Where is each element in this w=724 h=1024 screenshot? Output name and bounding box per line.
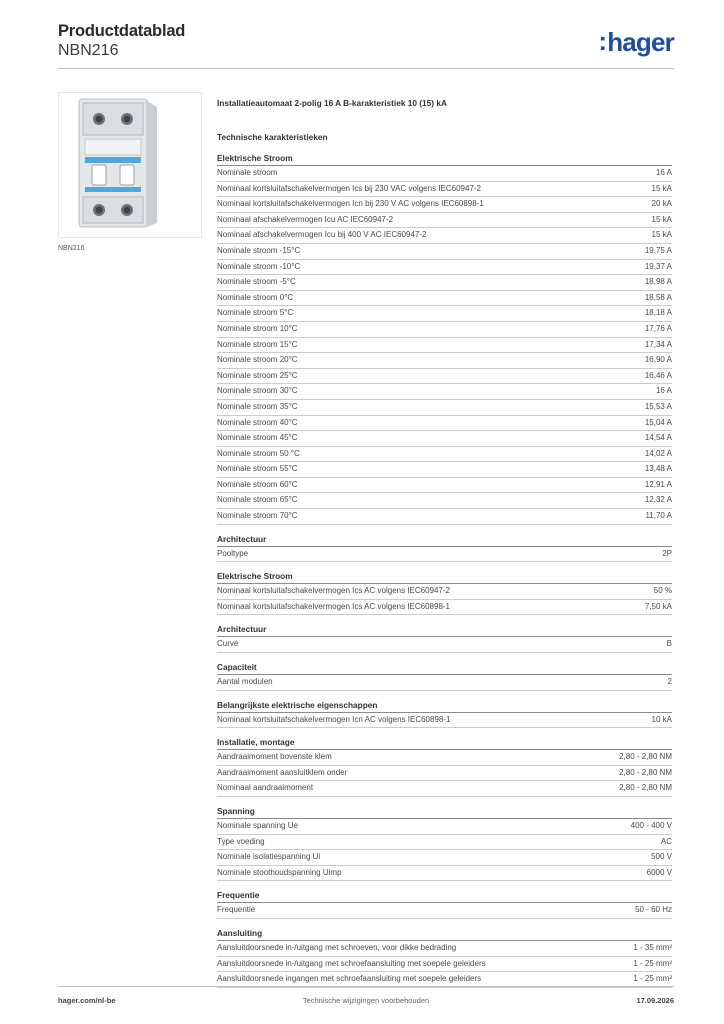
spec-value: 15 kA: [651, 230, 672, 240]
spec-label: Nominale stroom 10°C: [217, 323, 298, 333]
document-title: Productdatablad: [58, 22, 186, 40]
spec-section: [217, 699, 672, 729]
spec-value: 2,80 - 2,80 NM: [619, 752, 672, 762]
spec-label: Nominale stroom 5°C: [217, 308, 294, 318]
spec-value: 20 kA: [651, 199, 672, 209]
spec-label: Nominale stoothoudspanning Uimp: [217, 867, 342, 877]
spec-section: [217, 533, 672, 563]
spec-value: 12,32 A: [644, 495, 672, 505]
section-title: Spanning: [217, 805, 672, 819]
spec-value: 50 %: [653, 586, 672, 596]
spec-value: 16,46 A: [644, 370, 672, 380]
spec-label: Type voeding: [217, 836, 265, 846]
spec-label: Nominaal afschakelvermogen Icu bij 400 V AC IEC60947-2: [217, 230, 427, 240]
spec-row: [217, 819, 672, 835]
spec-label: Aandraaimoment bovenste klem: [217, 752, 332, 762]
spec-row: [217, 306, 672, 322]
footer-divider: [58, 986, 674, 987]
spec-value: 19,37 A: [644, 261, 672, 271]
spec-row: [217, 584, 672, 600]
spec-value: 2P: [662, 548, 672, 558]
spec-value: 13,48 A: [644, 464, 672, 474]
spec-label: Nominale stroom 20°C: [217, 355, 298, 365]
spec-label: Nominale stroom 25°C: [217, 370, 298, 380]
spec-section: [217, 889, 672, 919]
spec-label: Nominaal afschakelvermogen Icu AC IEC60947-2: [217, 214, 394, 224]
spec-label: Nominale stroom 40°C: [217, 417, 298, 427]
section-title: Architectuur: [217, 533, 672, 547]
spec-label: Nominaal kortsluitafschakelvermogen Ics AC volgens IEC60947-2: [217, 586, 451, 596]
spec-value: 1 - 25 mm²: [633, 974, 672, 984]
spec-row: [217, 275, 672, 291]
spec-value: 6000 V: [646, 867, 672, 877]
spec-row: [217, 478, 672, 494]
spec-row: [217, 213, 672, 229]
spec-row: [217, 957, 672, 973]
spec-label: Nominale spanning Ue: [217, 821, 298, 830]
circuit-breaker-illustration: [59, 93, 201, 237]
spec-row: [217, 835, 672, 851]
logo-prefix: :: [598, 26, 607, 56]
spec-section: [217, 736, 672, 797]
spec-label: Nominaal kortsluitafschakelvermogen Ics bij 230 VAC volgens IEC60947-2: [217, 183, 481, 193]
spec-row: [217, 713, 672, 729]
spec-row: [217, 600, 672, 616]
spec-label: Pooltype: [217, 548, 249, 558]
spec-label: Nominale stroom 15°C: [217, 339, 298, 349]
spec-value: 18,98 A: [644, 277, 672, 287]
spec-row: [217, 322, 672, 338]
spec-row: [217, 866, 672, 882]
section-title: Installatie, montage: [217, 736, 672, 750]
spec-value: 14,54 A: [644, 433, 672, 443]
hager-logo: [598, 27, 674, 57]
spec-value: 15 kA: [651, 214, 672, 224]
spec-row: [217, 400, 672, 416]
spec-row: [217, 637, 672, 653]
spec-row: [217, 431, 672, 447]
spec-value: 15 kA: [651, 183, 672, 193]
spec-value: 18,58 A: [644, 292, 672, 302]
spec-label: Nominale stroom 30°C: [217, 386, 298, 396]
page-footer: [58, 996, 674, 1010]
spec-label: Nominale stroom: [217, 168, 278, 177]
page-header: [58, 20, 674, 70]
spec-value: 2: [667, 677, 672, 687]
spec-row: [217, 182, 672, 198]
spec-value: AC: [660, 836, 672, 846]
spec-label: Nominaal aandraaimoment: [217, 783, 314, 793]
spec-value: 12,91 A: [644, 479, 672, 489]
spec-value: 1 - 25 mm²: [633, 958, 672, 968]
spec-value: 2,80 - 2,80 NM: [619, 767, 672, 777]
spec-row: [217, 447, 672, 463]
spec-section: [217, 661, 672, 691]
header-divider: [58, 68, 674, 69]
spec-row: [217, 903, 672, 919]
spec-label: Curve: [217, 639, 239, 649]
spec-row: [217, 750, 672, 766]
image-caption: NBN216: [58, 245, 85, 252]
spec-row: [217, 384, 672, 400]
spec-label: Nominale stroom 45°C: [217, 433, 298, 443]
spec-value: 16 A: [655, 168, 672, 177]
spec-row: [217, 291, 672, 307]
spec-value: 16 A: [655, 386, 672, 396]
spec-row: [217, 675, 672, 691]
spec-value: 7,50 kA: [644, 601, 672, 611]
product-code: NBN216: [58, 42, 119, 59]
spec-row: [217, 197, 672, 213]
spec-label: Nominale isolatiespanning Ui: [217, 852, 321, 862]
spec-label: Nominaal kortsluitafschakelvermogen Ics AC volgens IEC60898-1: [217, 601, 451, 611]
spec-label: Aansluitdoorsnede ingangen met schroefaansluiting met soepele geleiders: [217, 974, 482, 984]
spec-value: 14,02 A: [644, 448, 672, 458]
spec-row: [217, 166, 672, 182]
spec-label: Aantal modulen: [217, 677, 273, 687]
spec-row: [217, 766, 672, 782]
spec-label: Aandraaimoment aansluitklem onder: [217, 767, 348, 777]
spec-value: 17,76 A: [644, 323, 672, 333]
spec-row: [217, 228, 672, 244]
spec-label: Frequentie: [217, 905, 256, 915]
specs-content: [217, 97, 672, 996]
section-title: Elektrische Stroom: [217, 152, 672, 166]
footer-notice: Technische wijzigingen voorbehouden: [302, 996, 430, 1005]
spec-label: Aansluitdoorsnede in-/uitgang met schroeven, voor dikke bedrading: [217, 942, 457, 952]
spec-sections: [217, 152, 672, 988]
spec-value: 50 - 60 Hz: [635, 905, 672, 915]
spec-label: Nominale stroom -10°C: [217, 261, 301, 271]
spec-label: Nominale stroom 70°C: [217, 511, 298, 521]
spec-value: 17,34 A: [644, 339, 672, 349]
spec-label: Nominale stroom 65°C: [217, 495, 298, 505]
spec-row: [217, 338, 672, 354]
spec-label: Nominale stroom 35°C: [217, 401, 298, 411]
spec-value: 19,75 A: [644, 245, 672, 255]
footer-website: hager.com/nl-be: [58, 996, 116, 1005]
spec-row: [217, 850, 672, 866]
product-image: [58, 92, 202, 238]
spec-row: [217, 416, 672, 432]
spec-value: 15,04 A: [644, 417, 672, 427]
spec-label: Aansluitdoorsnede in-/uitgang met schroefaansluiting met soepele geleiders: [217, 958, 486, 968]
spec-row: [217, 547, 672, 563]
spec-label: Nominale stroom 55°C: [217, 464, 298, 474]
spec-value: 11,70 A: [645, 511, 672, 521]
spec-section: [217, 152, 672, 525]
spec-row: [217, 941, 672, 957]
spec-row: [217, 781, 672, 797]
spec-value: 18,18 A: [644, 308, 672, 318]
spec-row: [217, 462, 672, 478]
section-title: Architectuur: [217, 623, 672, 637]
spec-value: 2,80 - 2,80 NM: [619, 783, 672, 793]
spec-value: 16,90 A: [644, 355, 672, 365]
spec-value: 400 - 400 V: [630, 821, 672, 830]
product-description: Installatieautomaat 2-polig 16 A B-karakteristiek 10 (15) kA: [217, 98, 447, 108]
technical-characteristics-heading: Technische karakteristieken: [217, 132, 328, 142]
spec-value: B: [666, 639, 672, 649]
spec-label: Nominale stroom 60°C: [217, 479, 298, 489]
section-title: Frequentie: [217, 889, 672, 903]
spec-label: Nominale stroom -5°C: [217, 277, 296, 287]
section-title: Elektrische Stroom: [217, 570, 672, 584]
section-title: Aansluiting: [217, 927, 672, 941]
spec-section: [217, 927, 672, 988]
footer-date: 17.09.2026: [636, 996, 674, 1005]
spec-value: 1 - 35 mm²: [633, 942, 672, 952]
section-title: Belangrijkste elektrische eigenschappen: [217, 699, 672, 713]
logo-text: hager: [607, 27, 674, 57]
spec-value: 15,53 A: [644, 401, 672, 411]
spec-section: [217, 623, 672, 653]
spec-value: 500 V: [651, 852, 672, 862]
spec-row: [217, 260, 672, 276]
spec-section: [217, 805, 672, 881]
spec-row: [217, 353, 672, 369]
spec-label: Nominale stroom 0°C: [217, 292, 294, 302]
spec-row: [217, 493, 672, 509]
spec-row: [217, 509, 672, 525]
spec-section: [217, 570, 672, 615]
spec-label: Nominale stroom -15°C: [217, 245, 301, 255]
spec-value: 10 kA: [651, 714, 672, 724]
spec-row: [217, 369, 672, 385]
spec-label: Nominaal kortsluitafschakelvermogen Icn AC volgens IEC60898-1: [217, 714, 451, 724]
spec-label: Nominale stroom 50 °C: [217, 448, 300, 458]
spec-row: [217, 244, 672, 260]
section-title: Capaciteit: [217, 661, 672, 675]
spec-label: Nominaal kortsluitafschakelvermogen Icn bij 230 V AC volgens IEC60898-1: [217, 199, 484, 209]
